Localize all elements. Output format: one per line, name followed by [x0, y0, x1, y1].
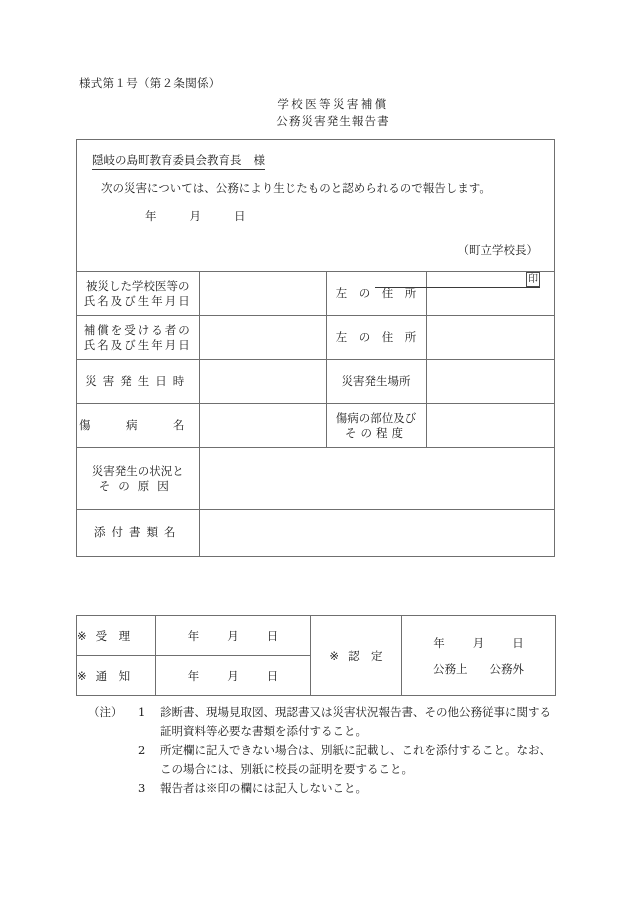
option-off-duty[interactable]: 公務外: [489, 661, 524, 676]
certification-day: 日: [512, 635, 524, 650]
certification-options: [402, 656, 555, 682]
official-receipt-date[interactable]: [156, 616, 311, 656]
row-label-incident-place: 災害発生場所: [326, 360, 426, 404]
declaration-date-line: [145, 208, 246, 224]
note-continuation: この場合には、別紙に校長の証明を要すること。: [160, 762, 413, 776]
certification-text: 認 定: [348, 648, 383, 663]
official-notice-label: [77, 656, 156, 696]
row-label-injured-person: [77, 272, 199, 316]
notes-section: [76, 703, 576, 798]
row-label-line1: 添付書類名: [94, 525, 182, 540]
receipt-year: 年: [187, 628, 200, 643]
receipt-day: 日: [266, 628, 279, 643]
row-value-compensated-address[interactable]: [426, 316, 554, 360]
row-label-incident-datetime: [77, 360, 199, 404]
document-title-line2: 公務災害発生報告書: [276, 114, 390, 128]
declaration-day[interactable]: 日: [234, 209, 246, 223]
row-value-injured-person[interactable]: [199, 272, 326, 316]
option-on-duty[interactable]: 公務上: [433, 661, 468, 676]
row-label-line2: 氏名及び生年月日: [83, 337, 192, 352]
signature-line[interactable]: [375, 270, 540, 288]
row-label-line1: 災害発生日時: [85, 374, 191, 388]
official-use-table: [76, 615, 556, 696]
official-notice-date[interactable]: [156, 656, 311, 696]
declaration-year[interactable]: 年: [145, 209, 157, 223]
seal-icon: 印: [528, 274, 538, 285]
row-label-injury-part: [326, 404, 426, 448]
official-mark-icon: ※: [77, 628, 87, 643]
notice-month: 月: [227, 668, 239, 683]
row-label-compensated-person: [77, 316, 199, 360]
declaration-block: [77, 140, 554, 285]
row-label-line1: 傷 病 名: [79, 418, 197, 432]
row-label-injured-address: 左 の 住 所: [326, 272, 426, 316]
note-item: [76, 741, 576, 760]
official-certification-result[interactable]: [402, 616, 556, 696]
table-row: [77, 448, 554, 510]
notice-day: 日: [266, 668, 279, 683]
row-label-line2: その原因: [98, 478, 177, 493]
notice-year: 年: [187, 668, 200, 683]
note-item: [76, 703, 576, 722]
note-text-line1: 診断書、現場見取図、現認書又は災害状況報告書、その他公務従事に関する: [160, 705, 551, 719]
note-item: [76, 779, 576, 798]
row-label-line1: 補償を受ける者の: [83, 322, 192, 337]
row-value-injury-part[interactable]: [426, 404, 554, 448]
row-label-line2: 氏名及び生年月日: [83, 293, 192, 308]
row-value-attachments[interactable]: [199, 510, 554, 556]
declaration-month[interactable]: 月: [189, 209, 201, 223]
receipt-month: 月: [227, 628, 239, 643]
row-value-incident-place[interactable]: [426, 360, 554, 404]
main-form-frame: [76, 139, 555, 557]
declaration-text: 次の災害については、公務により生じたものと認められるので報告します。: [101, 181, 491, 195]
official-certification-label: [311, 616, 402, 696]
official-receipt-label: [77, 616, 156, 656]
row-label-line1: 被災した学校医等の: [86, 278, 190, 293]
document-title: [0, 96, 630, 130]
official-receipt-text: 受 理: [95, 628, 131, 643]
note-continuation: 証明資料等必要な書類を添付すること。: [160, 724, 367, 738]
row-label-attachments: [77, 510, 199, 556]
document-title-line1: 学校医等災害補償: [277, 97, 389, 111]
row-label-compensated-address: 左 の 住 所: [326, 316, 426, 360]
row-value-compensated-person[interactable]: [199, 316, 326, 360]
table-row: [77, 316, 554, 360]
official-notice-text: 通 知: [95, 668, 131, 683]
certification-month: 月: [472, 635, 485, 650]
table-row: [77, 616, 556, 656]
row-label-line1: 災害発生の状況と: [91, 463, 184, 478]
signature-rule: [375, 287, 540, 288]
addressee-honorific: 様: [253, 153, 265, 167]
official-mark-icon: ※: [77, 668, 87, 683]
note-number: 2: [138, 743, 146, 757]
row-label-line1: 傷病の部位及び: [335, 410, 417, 425]
issuer-title: （町立学校長）: [457, 243, 538, 257]
addressee-name: 隠岐の島町教育委員会教育長: [92, 153, 242, 167]
note-text-line1: 所定欄に記入できない場合は、別紙に記載し、これを添付すること。なお、: [160, 743, 551, 757]
certification-date: [402, 630, 555, 656]
note-text-line1: 報告者は※印の欄には記入しないこと。: [160, 781, 367, 795]
note-number: 3: [138, 781, 146, 795]
form-data-table: [77, 271, 554, 556]
notes-head-label: （注）: [88, 705, 123, 719]
note-number: 1: [138, 705, 146, 719]
certification-year: 年: [433, 635, 445, 650]
table-row: [77, 360, 554, 404]
row-value-incident-cause[interactable]: [199, 448, 554, 510]
addressee: [92, 152, 265, 170]
row-label-injury-name: [77, 404, 199, 448]
row-label-incident-cause: [77, 448, 199, 510]
row-value-injury-name[interactable]: [199, 404, 326, 448]
official-mark-icon: ※: [329, 648, 340, 663]
row-value-incident-datetime[interactable]: [199, 360, 326, 404]
table-row: [77, 510, 554, 556]
table-row: [77, 404, 554, 448]
form-number: 様式第１号（第２条関係）: [79, 76, 221, 90]
row-label-line2: その程度: [345, 425, 407, 440]
